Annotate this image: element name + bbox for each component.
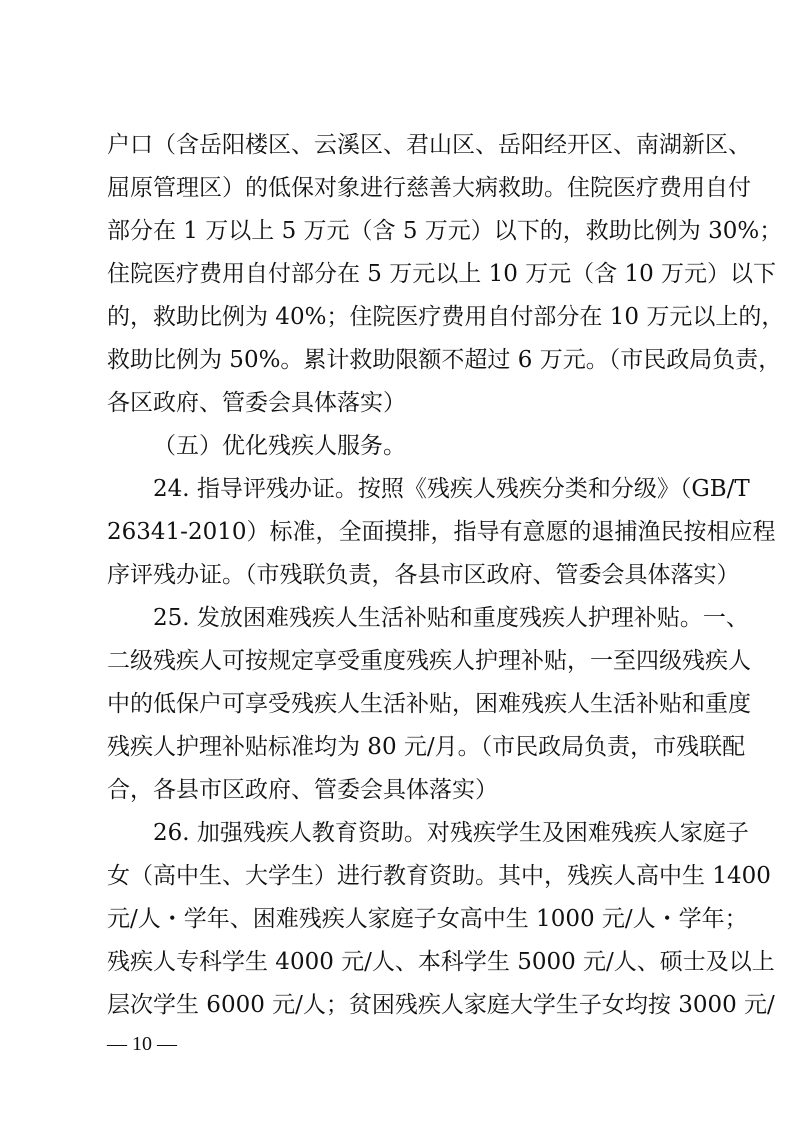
text-line: 女（高中生、大学生）进行教育资助。其中，残疾人高中生 1400	[107, 863, 771, 889]
text-line: 序评残办证。（市残联负责，各县市区政府、管委会具体落实）	[107, 562, 740, 588]
text-line: 屈原管理区）的低保对象进行慈善大病救助。住院医疗费用自付	[107, 175, 751, 201]
text-line: 部分在 1 万以上 5 万元（含 5 万元）以下的，救助比例为 30%；	[107, 218, 783, 244]
item-24-heading: 24. 指导评残办证。按照《残疾人残疾分类和分级》（GB/T	[153, 476, 750, 502]
item-26-heading: 26. 加强残疾人教育资助。对残疾学生及困难残疾人家庭子	[153, 820, 749, 846]
text-line: 元/人・学年、困难残疾人家庭子女高中生 1000 元/人・学年；	[107, 906, 748, 932]
text-line: 层次学生 6000 元/人；贫困残疾人家庭大学生子女均按 3000 元/	[107, 992, 775, 1018]
text-line: 中的低保户可享受残疾人生活补贴，困难残疾人生活补贴和重度	[107, 691, 751, 717]
text-line: 救助比例为 50%。累计救助限额不超过 6 万元。（市民政局负责，	[107, 347, 782, 373]
text-line: 各区政府、管委会具体落实）	[107, 390, 406, 416]
text-line: 的，救助比例为 40%；住院医疗费用自付部分在 10 万元以上的，	[107, 304, 785, 330]
text-line: 二级残疾人可按规定享受重度残疾人护理补贴，一至四级残疾人	[107, 648, 751, 674]
text-line: 残疾人专科学生 4000 元/人、本科学生 5000 元/人、硕士及以上	[107, 949, 775, 975]
text-line: 户口（含岳阳楼区、云溪区、君山区、岳阳经开区、南湖新区、	[107, 132, 751, 158]
text-line: 残疾人护理补贴标准均为 80 元/月。（市民政局负责，市残联配	[107, 734, 746, 760]
text-line: 26341-2010）标准，全面摸排，指导有意愿的退捕渔民按相应程	[107, 519, 776, 545]
text-line: 住院医疗费用自付部分在 5 万元以上 10 万元（含 10 万元）以下	[107, 261, 777, 287]
page-number: — 10 —	[107, 1033, 177, 1055]
section-heading: （五）优化残疾人服务。	[153, 433, 406, 459]
item-25-heading: 25. 发放困难残疾人生活补贴和重度残疾人护理补贴。一、	[153, 605, 749, 631]
text-line: 合，各县市区政府、管委会具体落实）	[107, 777, 498, 803]
